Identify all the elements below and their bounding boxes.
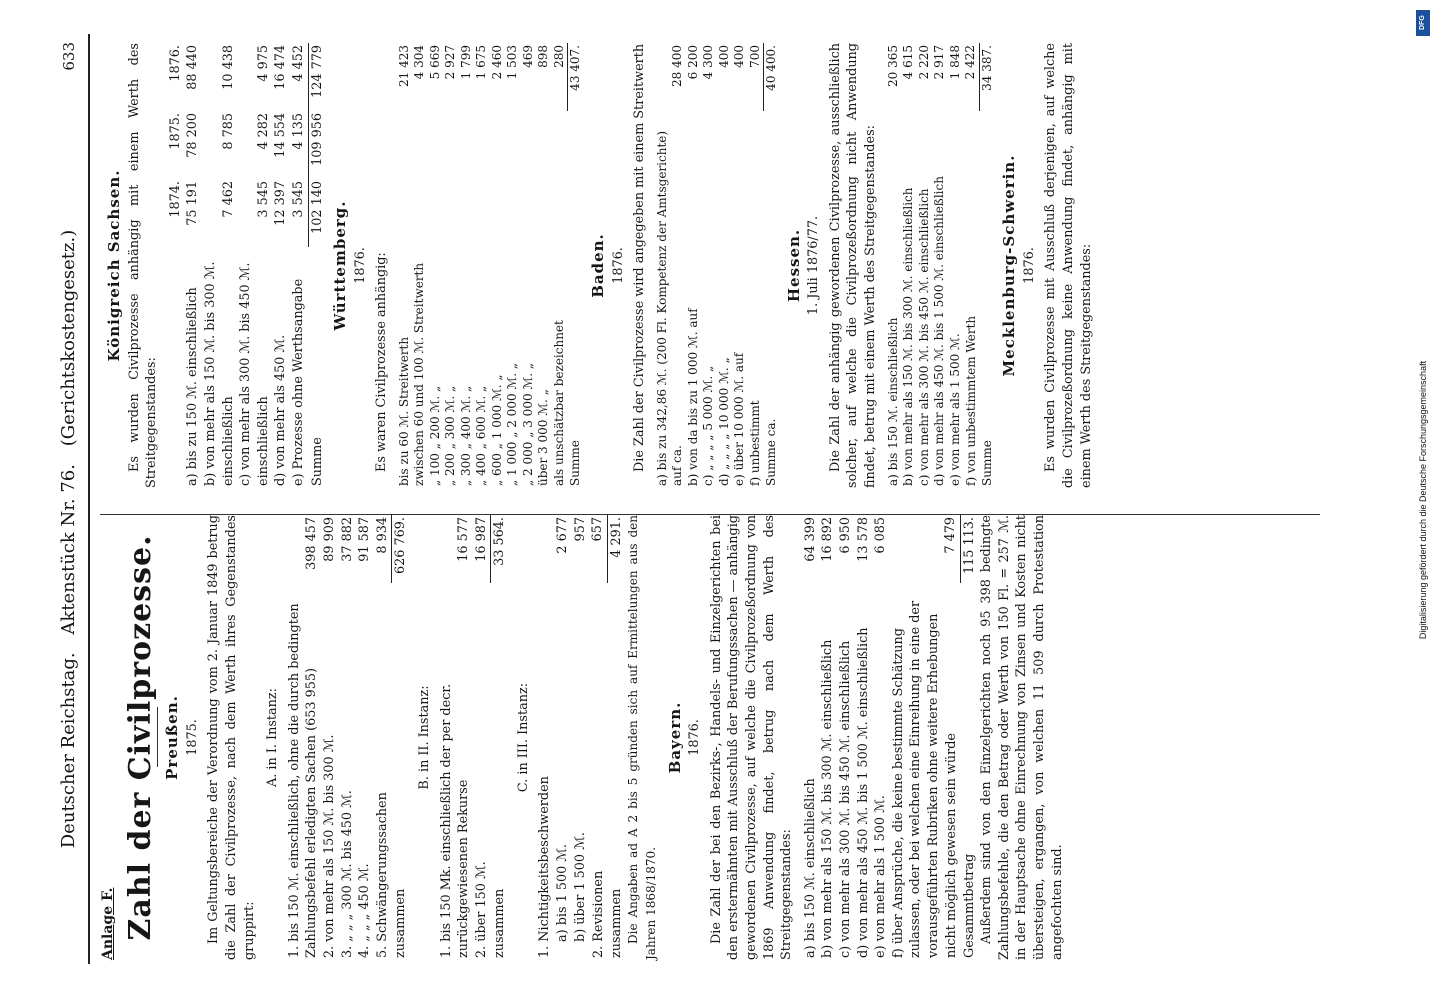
table-row xyxy=(963,43,979,488)
year-header: 1875. xyxy=(167,113,183,150)
section-heading-hessen: Hessen. xyxy=(784,228,803,303)
table-wuerttemberg xyxy=(397,43,584,488)
total-label: Summe xyxy=(568,440,583,486)
row-label: 5. Schwängerungssachen xyxy=(375,792,391,958)
table-row xyxy=(872,515,890,960)
table-row xyxy=(490,43,506,488)
row-value: 6 085 xyxy=(873,517,889,554)
row-value: 75 191 xyxy=(185,181,201,226)
row-label: „ 600 „ 1 000 ℳ. „ xyxy=(489,374,504,486)
total-value: 4 291. xyxy=(607,515,625,583)
row-value: 6 950 xyxy=(837,517,853,554)
year-header: 1876. xyxy=(167,45,183,82)
row-label: „ 1 000 „ 2 000 ℳ. „ xyxy=(505,362,520,486)
row-label: a) bis 1 500 ℳ. xyxy=(555,843,571,942)
year-label: 1876. xyxy=(610,247,626,284)
row-value: 1 503 xyxy=(505,45,520,80)
table-row xyxy=(286,515,321,960)
table-row xyxy=(474,43,490,488)
row-value: 469 xyxy=(520,45,535,68)
row-value: 7 462 xyxy=(220,181,236,218)
total-label: Gesammtbetrag xyxy=(961,853,977,958)
table-baden xyxy=(655,43,780,488)
row-value: 28 400 xyxy=(670,45,685,87)
row-value: 16 577 xyxy=(456,517,472,562)
table-row xyxy=(536,515,554,960)
table-row xyxy=(686,43,702,488)
row-value: 2 220 xyxy=(916,45,931,80)
total-value: 40 400. xyxy=(764,43,780,111)
section-heading-mecklenburg: Mecklenburg-Schwerin. xyxy=(1000,154,1019,377)
table-row xyxy=(552,43,568,488)
row-label: f) unbestimmt xyxy=(748,400,763,486)
intro-text: Die Zahl der Civilprozesse wird angegeben mit einem Streitwerth xyxy=(632,43,648,472)
year-label: 1876. xyxy=(687,719,703,756)
table-row xyxy=(701,43,717,488)
row-label: a) bis zu 150 ℳ. einschließlich xyxy=(185,287,201,486)
row-value: 88 440 xyxy=(185,45,201,90)
row-label: „ 400 „ 600 ℳ. „ xyxy=(474,385,489,486)
dfg-funding-note: Digitalisierung gefördert durch die Deutsche Forschungsgemeinschaft xyxy=(1418,360,1428,640)
total-label: Summe xyxy=(979,440,994,486)
row-value: 8 785 xyxy=(220,113,236,150)
row-value: 10 438 xyxy=(220,45,236,90)
row-label: a) bis zu 342,86 ℳ. (200 Fl. Kompetenz der Amtsgerichte) auf ca. xyxy=(654,130,685,486)
table-row xyxy=(397,43,413,488)
table-row xyxy=(536,43,552,488)
row-label: „ 300 „ 400 ℳ. „ xyxy=(458,385,473,486)
table-row xyxy=(505,43,521,488)
row-label: e) von mehr als 1 500 ℳ. xyxy=(947,333,962,486)
row-label: 4. „ „ „ 450 ℳ. xyxy=(357,863,373,958)
row-label: 2. von mehr als 150 ℳ. bis 300 ℳ. xyxy=(321,734,337,958)
row-value: 657 xyxy=(590,517,606,542)
table-row xyxy=(321,515,339,960)
table-preussen-inst1 xyxy=(286,515,410,960)
row-label: b) von mehr als 150 ℳ. bis 300 ℳ. einschließlich xyxy=(901,187,916,486)
table-row xyxy=(184,43,202,488)
dfg-sidebar xyxy=(1416,10,1430,990)
row-value: 4 282 xyxy=(255,113,271,150)
row-value: 6 200 xyxy=(685,45,700,80)
row-value: 957 xyxy=(572,517,588,542)
table-row xyxy=(339,515,357,960)
row-label: a) bis 150 ℳ. einschließlich xyxy=(802,778,818,958)
table-row xyxy=(521,43,537,488)
row-value: 4 975 xyxy=(255,45,271,82)
table-row xyxy=(932,43,948,488)
row-value: 5 669 xyxy=(427,45,442,80)
row-value: 2 917 xyxy=(932,45,947,80)
year-label: 1876. xyxy=(352,247,368,284)
row-value: 2 927 xyxy=(443,45,458,80)
row-value: 64 399 xyxy=(802,517,818,562)
row-value: 3 545 xyxy=(290,181,306,218)
row-label: f) von unbestimmtem Werth xyxy=(963,315,978,486)
table-row xyxy=(202,43,237,488)
table-row xyxy=(917,43,933,488)
closing-text: Außerdem sind von den Einzelgerichten noch 95 398 bedingte Zahlungsbefehle, die den Betrag oder Werth von 150 Fl. = 257 ℳ. in der Hauptsache ohne Einrechnung von Zinsen und Kosten nicht übersteigen, ergangen, von welchen 11 509 durch Protestation angefochten sind. xyxy=(979,515,1065,960)
total-row xyxy=(568,43,584,488)
table-row xyxy=(272,43,290,488)
table-row xyxy=(732,43,748,488)
total-label: zusammen xyxy=(492,888,508,958)
table-row xyxy=(717,43,733,488)
table-row xyxy=(356,515,374,960)
period-label: 1. Juli 1876/77. xyxy=(806,215,822,316)
row-label: bis zu 60 ℳ. Streitwerth xyxy=(396,336,411,486)
total-row xyxy=(308,43,326,488)
row-label: „ 100 „ 200 ℳ. „ xyxy=(427,385,442,486)
row-label: e) von mehr als 1 500 ℳ. xyxy=(873,795,889,958)
table-hessen xyxy=(886,43,996,488)
row-label: 1. bis 150 ℳ. einschließlich, ohne die durch bedingten Zahlungsbefehl erledigten Sachen (653 955) xyxy=(286,603,320,958)
running-title xyxy=(58,114,79,964)
table-preussen-inst3 xyxy=(536,515,625,960)
row-label: „ 200 „ 300 ℳ. „ xyxy=(443,385,458,486)
row-value: 1 848 xyxy=(947,45,962,80)
row-value: 16 474 xyxy=(273,45,289,90)
year-label: 1876. xyxy=(1021,247,1037,284)
row-value: 2 677 xyxy=(555,517,571,554)
row-label: b) von da bis zu 1 000 ℳ. auf xyxy=(685,308,700,486)
total-value: 115 113. xyxy=(960,515,978,583)
row-label: b) über 1 500 ℳ. xyxy=(572,832,588,942)
row-label: d) von mehr als 450 ℳ. bis 1 500 ℳ. einschließlich xyxy=(932,176,947,486)
row-value: 4 135 xyxy=(290,113,306,150)
row-value: 20 365 xyxy=(885,45,900,87)
total-row xyxy=(960,515,978,960)
row-value: 21 423 xyxy=(396,45,411,87)
total-value: 34 387. xyxy=(979,43,995,111)
row-value: 4 452 xyxy=(290,45,306,82)
row-value: 37 882 xyxy=(339,517,355,562)
row-value: 4 615 xyxy=(901,45,916,80)
row-label: d) „ „ „ „ 10 000 ℳ. „ xyxy=(716,357,731,486)
row-value: 400 xyxy=(716,45,731,68)
table-row xyxy=(459,43,475,488)
row-label: 1. bis 150 Mk. einschließlich der per decr. zurückgewiesenen Rekurse xyxy=(438,683,472,958)
row-label: 3. „ „ „ 300 ℳ. bis 450 ℳ. xyxy=(339,790,355,958)
header-rule xyxy=(88,34,90,964)
row-value: 16 987 xyxy=(473,517,489,562)
table-row xyxy=(438,515,473,960)
row-label: c) von mehr als 300 ℳ. bis 450 ℳ. einschließlich xyxy=(837,640,853,958)
table-row xyxy=(572,515,590,960)
row-label: zwischen 60 und 100 ℳ. Streitwerth xyxy=(412,262,427,486)
total-value: 43 407. xyxy=(568,43,584,111)
section-heading-sachsen: Königreich Sachsen. xyxy=(105,169,123,362)
section-heading-preussen: Preußen. xyxy=(163,695,182,780)
row-value: 2 460 xyxy=(489,45,504,80)
table-row xyxy=(837,515,855,960)
row-value: 3 545 xyxy=(255,181,271,218)
dfg-logo: DFG xyxy=(1416,10,1430,36)
table-row xyxy=(237,43,272,488)
row-value: 700 xyxy=(747,45,762,68)
table-row xyxy=(374,515,392,960)
row-value: 2 422 xyxy=(963,45,978,80)
header-left: Deutscher Reichstag. xyxy=(58,652,79,849)
table-sachsen xyxy=(167,43,326,488)
table-row xyxy=(290,43,308,488)
table-row xyxy=(886,43,902,488)
section-heading-wuerttemberg: Württemberg. xyxy=(331,200,350,331)
row-group-label: 1. Nichtigkeitsbeschwerden xyxy=(537,776,553,958)
table-row xyxy=(655,43,686,488)
row-label: c) von mehr als 300 ℳ. bis 450 ℳ. einschließlich xyxy=(916,188,931,486)
running-header xyxy=(58,34,90,964)
table-header-row xyxy=(167,43,185,488)
row-label: 2. Revisionen xyxy=(590,870,606,958)
subsection-heading: B. in II. Instanz: xyxy=(416,685,432,790)
row-label: b) von mehr als 150 ℳ. bis 300 ℳ. einschließlich xyxy=(202,261,236,486)
footnote-text: Die Angaben ad A 2 bis 5 gründen sich auf Ermittelungen aus den Jahren 1868/1870. xyxy=(626,515,659,960)
total-value: 626 769. xyxy=(392,515,410,583)
row-value: 16 892 xyxy=(820,517,836,562)
table-row xyxy=(890,515,960,960)
row-label: b) von mehr als 150 ℳ. bis 300 ℳ. einschließlich xyxy=(820,639,836,958)
row-value: 7 479 xyxy=(943,517,959,554)
row-label: über 3 000 ℳ. „ xyxy=(536,389,551,486)
row-value: 91 587 xyxy=(357,517,373,562)
table-row xyxy=(948,43,964,488)
header-middle: Aktenstück Nr. 76. xyxy=(58,464,79,635)
table-row xyxy=(748,43,764,488)
column-left xyxy=(100,515,1072,960)
row-value: 1 675 xyxy=(474,45,489,80)
total-row xyxy=(491,515,509,960)
table-preussen-inst2 xyxy=(438,515,509,960)
table-row xyxy=(473,515,491,960)
row-value: 398 457 xyxy=(304,517,320,570)
total-label: zusammen xyxy=(608,888,624,958)
row-value: 12 397 xyxy=(273,181,289,226)
table-row xyxy=(554,515,572,960)
table-row xyxy=(819,515,837,960)
table-row xyxy=(802,515,820,960)
row-value: 14 554 xyxy=(273,113,289,158)
total-label: Summe xyxy=(309,437,325,486)
row-value: 13 578 xyxy=(855,517,871,562)
year-label: 1875. xyxy=(184,719,200,756)
section-heading-bayern: Bayern. xyxy=(665,701,684,774)
row-value: 400 xyxy=(732,45,747,68)
row-value: 1 799 xyxy=(458,45,473,80)
row-label: a) bis 150 ℳ. einschließlich xyxy=(885,317,900,486)
row-label: f) über Ansprüche, die keine bestimmte Schätzung zulassen, oder bei welchen eine Einreihung in eine der vorausgeführten Rubriken ohne weitere Erhebungen nicht möglich gewesen sein würde xyxy=(890,600,959,958)
table-row xyxy=(901,43,917,488)
intro-text: Die Zahl der bei den Bezirks-, Handels- und Einzelgerichten bei den erstermähnten mit Ausschluß der Berufungssachen — anhängig gewordenen Civilprozesse, auf welche die Civilprozeßordnung von 1869 Anwendung findet, betrug nach dem Werth des Streitgegenstandes: xyxy=(708,515,795,960)
row-label: e) über 10 000 ℳ. auf xyxy=(732,352,747,486)
row-label: 2. über 150 ℳ. xyxy=(474,861,490,958)
row-value: 8 934 xyxy=(374,517,390,554)
row-value: 89 909 xyxy=(321,517,337,562)
row-label: c) von mehr als 300 ℳ. bis 450 ℳ. einschließlich xyxy=(238,262,271,486)
table-row xyxy=(412,43,428,488)
column-right xyxy=(100,43,1101,488)
intro-text: Es waren Civilprozesse anhängig: xyxy=(374,252,390,472)
intro-text: Die Zahl der anhängig gewordenen Civilprozesse, ausschließlich solcher, auf welche die Civilprozeßordnung nicht Anwendung findet, betrug mit einem Werth des Streitgegenstandes: xyxy=(827,43,879,488)
total-label: Summe ca. xyxy=(764,418,779,486)
total-row xyxy=(607,515,625,960)
total-row xyxy=(979,43,995,488)
section-heading-baden: Baden. xyxy=(588,233,607,298)
intro-text: Es wurden Civilprozesse mit Ausschluß derjenigen, auf welche die Civilprozeßordnung keine Anwendung findet, anhängig mit einem Werth des Streitgegenstandes: xyxy=(1043,43,1094,488)
page-title: Zahl der Civilprozesse. xyxy=(122,534,158,941)
annex-label: Anlage F. xyxy=(100,887,116,960)
subsection-heading: A. in I. Instanz: xyxy=(265,688,281,787)
subsection-heading: C. in III. Instanz: xyxy=(515,682,531,793)
row-value: 4 300 xyxy=(701,45,716,80)
intro-text: Im Geltungsbereiche der Verordnung vom 2. Januar 1849 betrug die Zahl der Civilprozesse, nach dem Werth ihres Gegenstandes gruppirt: xyxy=(206,515,257,960)
year-header: 1874. xyxy=(167,181,183,218)
total-value: 33 564. xyxy=(491,515,509,583)
table-row xyxy=(443,43,459,488)
row-label: c) „ „ „ „ 5 000 ℳ. „ xyxy=(701,365,716,486)
row-value: 898 xyxy=(536,45,551,68)
row-value: 280 xyxy=(551,45,566,68)
table-bayern xyxy=(802,515,978,960)
total-value: 124 779 xyxy=(308,43,326,111)
row-label: e) Prozesse ohne Werthsangabe xyxy=(291,278,307,486)
total-value: 102 140 xyxy=(308,179,326,247)
row-label: d) von mehr als 450 ℳ. xyxy=(273,334,289,486)
table-row xyxy=(855,515,873,960)
row-value: 4 304 xyxy=(412,45,427,80)
table-row xyxy=(589,515,607,960)
table-row xyxy=(428,43,444,488)
row-label: als unschätzbar bezeichnet xyxy=(552,320,567,486)
row-value: 78 200 xyxy=(185,113,201,158)
header-right: (Gerichtskostengesetz.) xyxy=(58,229,79,447)
total-label: zusammen xyxy=(393,888,409,958)
total-row xyxy=(764,43,780,488)
row-label: d) von mehr als 450 ℳ. bis 1 500 ℳ. einschließlich xyxy=(855,627,871,958)
intro-text: Es wurden Civilprozesse anhängig mit einem Werth des Streitgegenstandes: xyxy=(126,43,160,488)
total-row xyxy=(392,515,410,960)
page-number: 633 xyxy=(60,42,78,71)
row-label: „ 2 000 „ 3 000 ℳ. „ xyxy=(520,362,535,486)
total-value: 109 956 xyxy=(308,111,326,179)
